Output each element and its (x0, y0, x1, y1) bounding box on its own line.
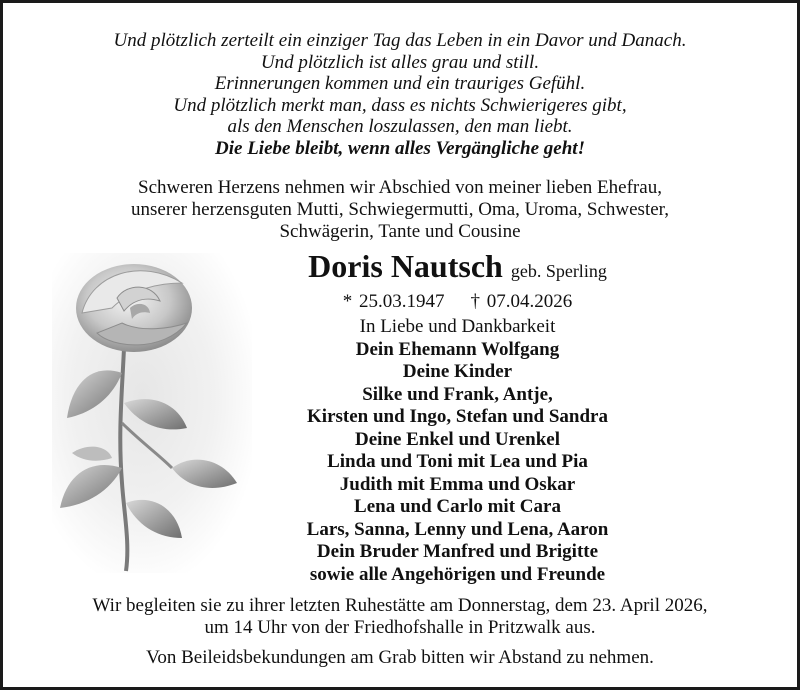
intro-line: unserer herzensguten Mutti, Schwiegermutti, Oma, Uroma, Schwester, (131, 199, 669, 220)
deceased-block (260, 248, 655, 313)
name-line (260, 248, 655, 291)
intro-line: Schwägerin, Tante und Cousine (279, 221, 521, 242)
life-dates (260, 291, 655, 313)
condolence-request: Von Beileidsbekundungen am Grab bitten wir Abstand zu nehmen. (146, 647, 654, 668)
poem-line: als den Menschen loszulassen, den man liebt. (227, 116, 573, 137)
mourner-line: Kirsten und Ingo, Stefan und Sandra (307, 406, 608, 427)
poem-line: Und plötzlich zerteilt ein einziger Tag das Leben in ein Davor und Danach. (113, 30, 687, 51)
mourner-line: Dein Bruder Manfred und Brigitte (316, 541, 599, 562)
mourner-line: Dein Ehemann Wolfgang (355, 338, 560, 360)
funeral-details (0, 595, 800, 639)
mourner-line: Lena und Carlo mit Cara (354, 496, 561, 517)
poem (0, 30, 800, 159)
mourner-line: Deine Enkel und Urenkel (355, 428, 560, 450)
deceased-name: Doris Nautsch (308, 248, 503, 284)
poem-line: Und plötzlich ist alles grau und still. (260, 51, 540, 73)
mourner-line: Lars, Sanna, Lenny und Lena, Aaron (306, 518, 609, 540)
poem-line: Und plötzlich merkt man, dass es nichts Schwierigeres gibt, (173, 94, 627, 116)
mourner-line: Linda und Toni mit Lea und Pia (327, 451, 588, 472)
death-date: † 07.04.2026 (470, 291, 573, 312)
intro-line: Schweren Herzens nehmen wir Abschied von meiner lieben Ehefrau, (138, 177, 662, 198)
maiden-name: geb. Sperling (510, 261, 607, 281)
farewell-intro (0, 177, 800, 243)
mourner-line: Silke und Frank, Antje, (362, 383, 553, 405)
poem-closing-line: Die Liebe bleibt, wenn alles Vergängliche geht! (215, 137, 585, 159)
rose-image (52, 253, 252, 573)
poem-line: Erinnerungen kommen und ein trauriges Gefühl. (214, 73, 586, 94)
mourners-intro: In Liebe und Dankbarkeit (359, 316, 556, 337)
funeral-line: um 14 Uhr von der Friedhofshalle in Pritzwalk aus. (204, 617, 596, 638)
mourner-line: sowie alle Angehörigen und Freunde (309, 563, 606, 585)
mourner-line: Judith mit Emma und Oskar (339, 473, 576, 495)
birth-date: * 25.03.1947 (342, 291, 445, 312)
funeral-line: Wir begleiten sie zu ihrer letzten Ruhestätte am Donnerstag, dem 23. April 2026, (92, 595, 708, 616)
mourners-list (260, 316, 655, 586)
mourner-line: Deine Kinder (402, 361, 513, 382)
